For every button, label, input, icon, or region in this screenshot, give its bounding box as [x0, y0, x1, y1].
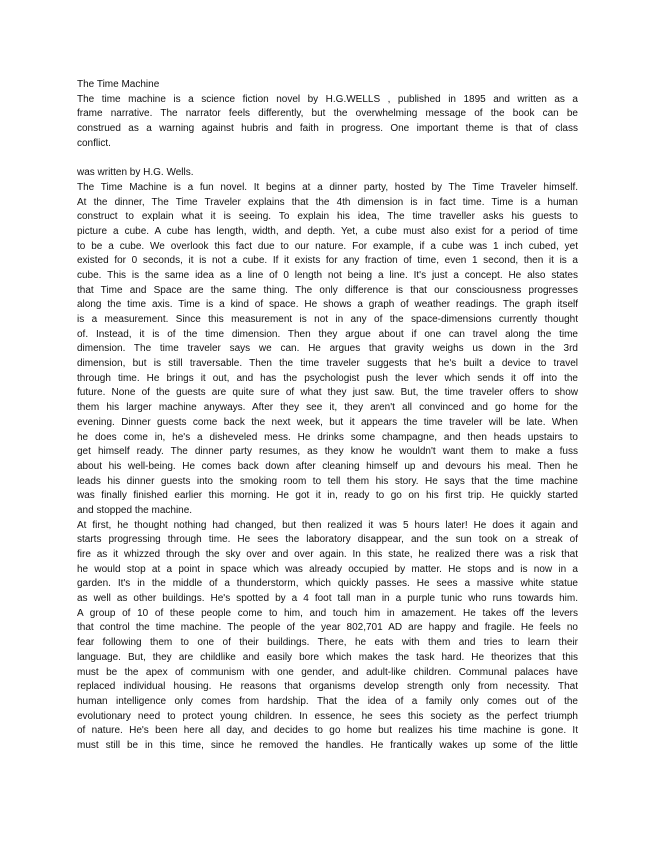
text-line: human intelligence only comes from hardship. That the idea of a family only comes out of the [77, 695, 578, 707]
text-line: that control the time machine. The people of the year 802,701 AD are happy and fragile. He feels no [77, 622, 578, 634]
text-line: to be a cube. We overlook this fact due to our nature. For example, if a cube was 1 inch cubed, yet [77, 240, 578, 252]
text-line: was finally finished earlier this morning. He got it in, ready to go on his first trip. He quickly started [77, 490, 578, 502]
text-line: dimension, but is still traversable. Then the time traveler suggests that he's built a device to travel [77, 358, 578, 370]
text-line: conflict. [77, 137, 111, 149]
text-line: leads his dinner guests into the smoking room to tell them his story. He says that the time machine [77, 475, 578, 487]
text-line: as well as other buildings. He's spotted by a 4 foot tall man in a purple tunic who runs towards him. [77, 593, 578, 605]
text-line: existed for 0 seconds, it is not a cube. If it exists for any fraction of time, even 1 second, then it is a [77, 255, 578, 267]
text-line: and stopped the machine. [77, 504, 193, 516]
text-line: evolutionary need to protect young children. In essence, he sees this society as the perfect triumph [77, 710, 578, 722]
blank-line [77, 151, 578, 166]
text-line: he would stop at a point in space which was already occupied by matter. He stops and is now in a [77, 563, 578, 575]
text-line: fear following them to one of their buildings. There, he eats with them and tries to learn their [77, 637, 578, 649]
text-line: A group of 10 of these people come to him, and touch him in amazement. He takes off the levers [77, 607, 578, 619]
text-line: construed as a warning against hubris and faith in progress. One important theme is that of class [77, 123, 578, 135]
byline: was written by H.G. Wells. [77, 167, 194, 179]
text-line: future. None of the guests are quite sure of what they just saw. But, the time traveler offers to show [77, 387, 578, 399]
text-line: them his larger machine anyways. After they see it, they aren't all convinced and go home for the [77, 402, 578, 414]
text-line: must be the apex of communism with one gender, and adult-like children. Communal palaces have [77, 666, 578, 678]
intro-paragraph [77, 93, 578, 152]
text-line: frame narrative. The narrator feels differently, but the overwhelming message of the book can be [77, 108, 578, 120]
text-line: evening. Dinner guests come back the next week, but it appears the time traveler will be late. When [77, 416, 578, 428]
text-line: At the dinner, The Time Traveler explains that the 4th dimension is in fact time. Time is a human [77, 196, 578, 208]
summary-paragraph-2 [77, 519, 578, 754]
text-line: picture a cube. A cube has length, width, and depth. Yet, a cube must also exist for a period of time [77, 225, 578, 237]
text-line: that Time and Space are the same thing. The only difference is that our consciousness progresses [77, 284, 578, 296]
text-line: of. Instead, it is of the time dimension. Then they argue about if one can travel along the time [77, 328, 578, 340]
text-line: is a measurement. Since this measurement is not in any of the space-dimensions currently thought [77, 314, 578, 325]
text-line: he does come in, he's a disheveled mess. He drinks some champagne, and then heads upstairs to [77, 431, 578, 443]
text-line: dimension. The time traveler says we can. He argues that gravity weighs us down in the 3rd [77, 343, 578, 355]
text-line: language. But, they are childlike and easily bore which makes the task hard. He theorizes that this [77, 651, 578, 663]
text-line: about his well-being. He comes back down after cleaning himself up and devours his meal. Then he [77, 460, 578, 472]
text-line: along the time axis. Time is a kind of space. He shows a graph of weather readings. The graph itself [77, 299, 578, 311]
text-line: of nature. He's been here all day, and decides to go home but realizes his time machine is gone. It [77, 725, 578, 737]
text-line: fire as it whizzed through the sky over and over again. In this state, he realized there was a risk that [77, 549, 578, 560]
text-line: construct to explain what it is seeing. To explain his idea, The time traveller asks his guests to [77, 211, 578, 223]
document-page [77, 78, 578, 754]
text-line: The time machine is a science fiction novel by H.G.WELLS , published in 1895 and written as a [77, 93, 578, 105]
text-line: cube. This is the same idea as a line of 0 length not being a line. It's just a concept. He also states [77, 269, 578, 281]
text-line: through time. He brings it out, and has the psychologist push the lever which sends it off into the [77, 372, 578, 384]
text-line: get himself ready. The dinner party resumes, as they know he wouldn't want them to make a fuss [77, 446, 578, 458]
text-line: garden. It's in the middle of a thunderstorm, which quickly passes. He sees a massive white statue [77, 578, 578, 590]
text-line: replaced individual housing. He reasons that organisms develop strength only from necessity. That [77, 681, 578, 693]
text-line: must still be in this time, since he removed the handles. He frantically wakes up some of the little [77, 739, 578, 751]
text-line: starts progressing through time. He sees the laboratory disappear, and the sun took on a streak of [77, 534, 578, 546]
document-title: The Time Machine [77, 79, 160, 90]
summary-paragraph-1 [77, 181, 578, 519]
text-line: At first, he thought nothing had changed, but then realized it was 5 hours later! He does it again and [77, 519, 578, 531]
text-line: The Time Machine is a fun novel. It begins at a dinner party, hosted by The Time Traveler himself. [77, 181, 578, 193]
